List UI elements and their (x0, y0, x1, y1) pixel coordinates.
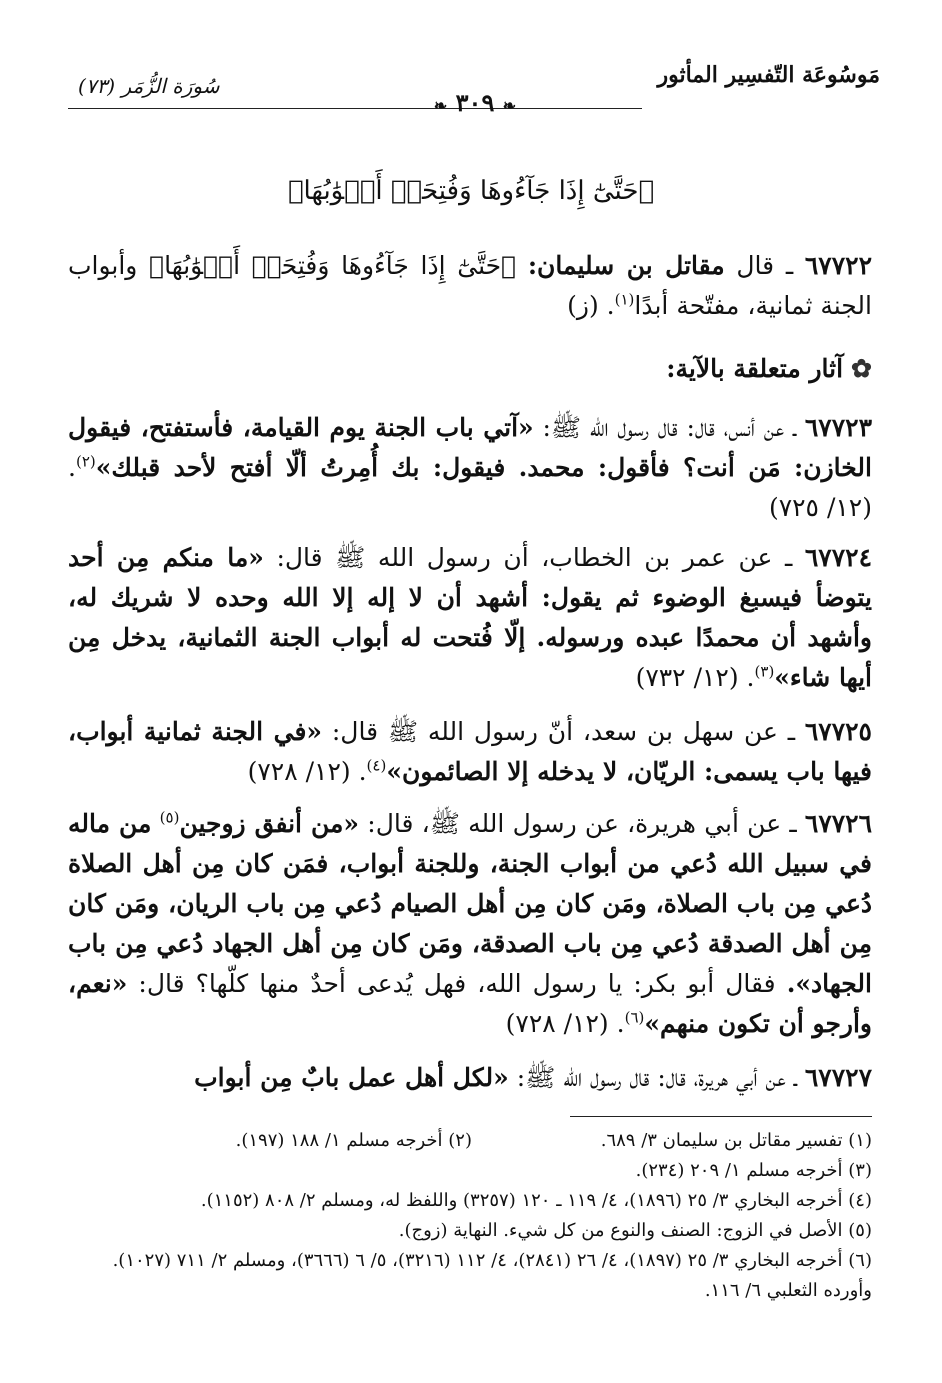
entry-lead: ـ عن عمر بن الخطاب، أن رسول الله ﷺ قال: (276, 543, 793, 572)
entry-67724 (68, 538, 872, 698)
entry-number: ٦٧٧٢٣ (804, 413, 873, 442)
footnote-separator (570, 1116, 872, 1117)
header-rule-left (68, 108, 463, 109)
entry-67722 (68, 246, 872, 326)
footnotes (68, 1126, 872, 1306)
entry-lead: ـ عن أبي هريرة، عن رسول الله ﷺ، قال: (367, 809, 797, 838)
entry-67726 (68, 804, 872, 1044)
entry-author: مقاتل بن سليمان: (527, 251, 725, 280)
entry-number: ٦٧٧٢٧ (804, 1063, 872, 1092)
entry-67725 (68, 712, 872, 792)
entry-text: فقال أبو بكر: يا رسول الله، فهل يُدعى أحدٌ منها كلّها؟ قال: (138, 969, 776, 998)
book-title: مَوسُوعَة التّفسِير المأثور (657, 62, 880, 88)
footnote-marker[interactable]: (٣) (754, 662, 775, 681)
surah-name: سُورَة الزُّمَر (٧٣) (78, 74, 220, 98)
entry-number: ٦٧٧٢٢ (804, 251, 872, 280)
entry-67727 (68, 1058, 872, 1098)
entry-reference: . (١٢/ ٧٢٨) (505, 1009, 625, 1038)
entry-text: وأبواب الجنة ثمانية، مفتّحة أبدًا (68, 251, 872, 320)
footnote-5: (٥) الأصل في الزوج: الصنف والنوع من كل شيء. النهاية (زوج). (398, 1220, 872, 1241)
footnote-marker[interactable]: (٤) (366, 756, 387, 775)
entry-67723 (68, 408, 872, 528)
footnote-6: (٦) أخرجه البخاري ٣/ ٢٥ (١٨٩٧)، ٤/ ٢٦ (٢٨٤١)، ٤/ ١١٢ (٣٢١٦)، ٥/ ٦ (٣٦٦٦)، ومسلم ٢/ ٧١١ (١٠٢٧). وأورده الثعلبي ٦/ ١١٦. (112, 1250, 872, 1301)
entry-quote: «لكل أهل عمل بابٌ مِن أبواب (194, 1063, 509, 1092)
page-number: ٣٠٩ (455, 88, 495, 117)
entry-quote: «من أنفق زوجين (179, 809, 360, 838)
verse-heading: ﴿حَتَّىٰٓ إِذَا جَآءُوهَا وَفُتِحَتۡ أَبۡوَٰبُهَا﴾ (287, 176, 655, 206)
footnote-2: (٢) أخرجه مسلم ١/ ١٨٨ (١٩٧). (235, 1130, 472, 1151)
entry-quote-continued: من ماله في سبيل الله دُعي من أبواب الجنة، وللجنة أبواب، فمَن كان مِن أهل الصلاة دُعي مِن باب الصلاة، ومَن كان مِن أهل الصيام دُعي مِن باب الريان، ومَن كان مِن أهل الصدقة دُعي مِن باب الصدقة، ومَن كان مِن أهل الجهاد دُعي مِن باب الجهاد». (68, 809, 872, 998)
footnote-3: (٣) أخرجه مسلم ١/ ٢٠٩ (٢٣٤). (635, 1160, 872, 1181)
entry-quote-reply: «نعم، وأرجو أن تكون منهم» (68, 969, 872, 1038)
flower-ornament-icon: ✿ (851, 354, 872, 383)
entry-number: ٦٧٧٢٦ (804, 809, 873, 838)
entry-tail: . (ز) (567, 291, 615, 320)
footnote-marker[interactable]: (١) (614, 290, 635, 309)
footnote-marker[interactable]: (٢) (75, 452, 96, 471)
entry-lead: ـ عن أبي هريرة، قال: قال رسول الله ﷺ: (516, 1063, 797, 1092)
section-title-text: آثار متعلقة بالآية: (666, 354, 844, 383)
entry-number: ٦٧٧٢٤ (804, 543, 872, 572)
page-number-block (420, 88, 530, 117)
entry-reference: . (١٢/ ٧٢٨) (247, 757, 367, 786)
entry-reference: . (١٢/ ٧٢٥) (68, 453, 872, 522)
entry-quote: «ما منكم مِن أحد يتوضأ فيسبغ الوضوء ثم يقول: أشهد أن لا إله إلا الله وحده لا شريك له، وأشهد أن محمدًا عبده ورسوله. إلّا فُتحت له أبواب الجنة الثمانية، يدخل مِن أيها شاء» (68, 543, 872, 692)
ornament-icon: ❧ (502, 96, 517, 115)
section-title (666, 354, 872, 383)
footnote-row (68, 1126, 872, 1156)
entry-verse: ﴿حَتَّىٰٓ إِذَا جَآءُوهَا وَفُتِحَتۡ أَبۡوَٰبُهَا﴾ (149, 251, 517, 280)
entry-number: ٦٧٧٢٥ (804, 717, 872, 746)
footnote-1: (١) تفسير مقاتل بن سليمان ٣/ ٦٨٩. (600, 1130, 872, 1151)
entry-lead: ـ عن أنس، قال: قال رسول الله ﷺ: (542, 413, 797, 442)
footnote-marker[interactable]: (٦) (624, 1008, 645, 1027)
entry-reference: . (١٢/ ٧٣٢) (635, 663, 755, 692)
entry-lead: ـ قال (736, 251, 794, 280)
footnote-marker[interactable]: (٥) (159, 808, 180, 827)
entry-lead: ـ عن سهل بن سعد، أنّ رسول الله ﷺ قال: (331, 717, 796, 746)
footnote-4: (٤) أخرجه البخاري ٣/ ٢٥ (١٨٩٦)، ٤/ ١١٩ ـ ١٢٠ (٣٢٥٧) واللفظ له، ومسلم ٢/ ٨٠٨ (١١٥٢). (200, 1190, 872, 1211)
ornament-icon: ❧ (433, 96, 448, 115)
entry-quote: «آتي باب الجنة يوم القيامة، فأستفتح، فيقول الخازن: مَن أنت؟ فأقول: محمد. فيقول: بك أُمِرتُ ألّا أفتح لأحد قبلك» (68, 413, 872, 482)
entry-quote: «في الجنة ثمانية أبواب، فيها باب يسمى: الريّان، لا يدخله إلا الصائمون» (68, 717, 872, 786)
